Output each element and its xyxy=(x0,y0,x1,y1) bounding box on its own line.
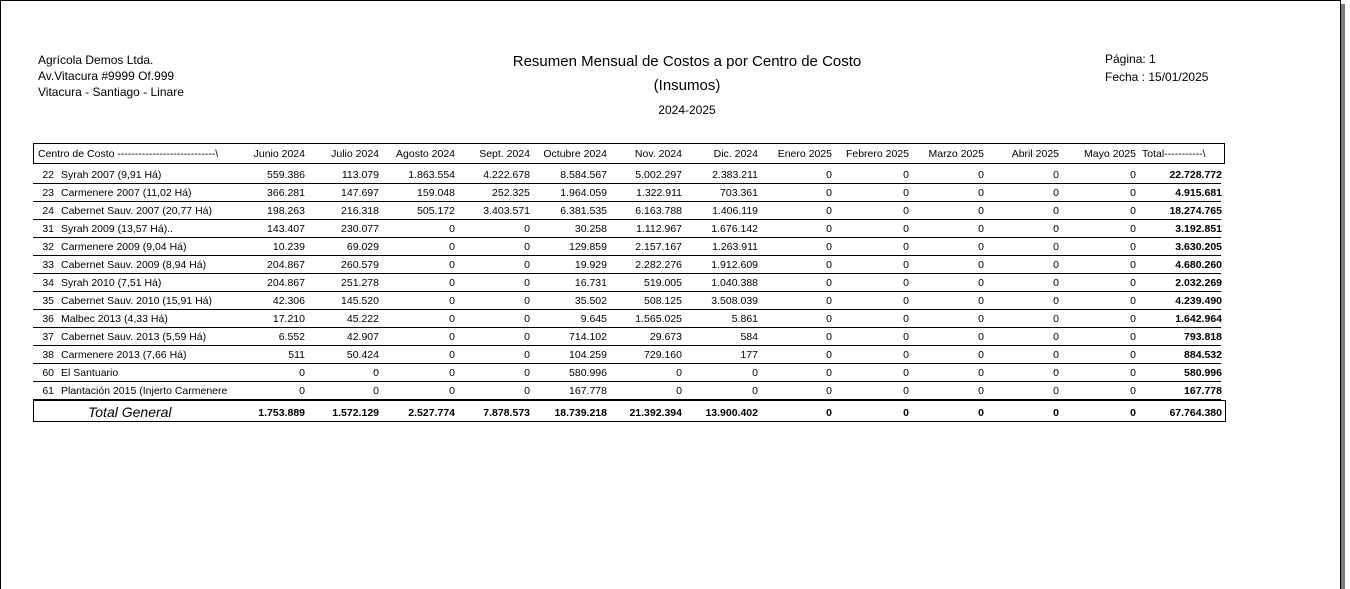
row-value: 129.859 xyxy=(569,241,607,253)
row-value: 0 xyxy=(524,367,530,379)
column-header: Mayo 2025 xyxy=(1084,148,1136,160)
column-header: Sept. 2024 xyxy=(479,148,530,160)
row-code: 37 xyxy=(42,331,54,343)
row-value: 104.259 xyxy=(569,349,607,361)
total-row-box xyxy=(33,400,1226,422)
row-value: 42.907 xyxy=(346,331,379,343)
row-value: 0 xyxy=(1053,277,1059,289)
row-value: 0 xyxy=(1130,367,1136,379)
row-value: 511 xyxy=(288,349,305,361)
report-subtitle: (Insumos) xyxy=(653,77,721,94)
page-info xyxy=(1105,50,1208,86)
row-value: 0 xyxy=(978,295,984,307)
row-cost-center-name: Syrah 2009 (13,57 Há).. xyxy=(61,223,174,235)
column-header: Junio 2024 xyxy=(253,148,305,160)
row-value: 0 xyxy=(978,169,984,181)
row-value: 0 xyxy=(978,331,984,343)
row-value: 113.079 xyxy=(341,169,379,181)
column-total: 1.753.889 xyxy=(258,407,305,419)
row-value: 0 xyxy=(978,259,984,271)
row-value: 147.697 xyxy=(341,187,379,199)
row-divider xyxy=(33,237,1221,238)
row-value: 0 xyxy=(524,331,530,343)
row-value: 0 xyxy=(1053,223,1059,235)
row-code: 23 xyxy=(42,187,54,199)
row-code: 35 xyxy=(42,295,54,307)
row-value: 0 xyxy=(978,205,984,217)
row-divider xyxy=(33,309,1221,310)
row-value: 0 xyxy=(449,313,455,325)
row-value: 0 xyxy=(1053,385,1059,397)
row-value: 0 xyxy=(373,385,379,397)
row-value: 0 xyxy=(524,295,530,307)
row-value: 505.172 xyxy=(417,205,455,217)
print-date: Fecha : 15/01/2025 xyxy=(1105,70,1209,84)
column-header: Nov. 2024 xyxy=(634,148,682,160)
row-value: 0 xyxy=(373,367,379,379)
row-divider xyxy=(33,381,1221,382)
row-value: 0 xyxy=(826,385,832,397)
row-value: 0 xyxy=(826,259,832,271)
column-total: 0 xyxy=(826,407,832,419)
row-value: 0 xyxy=(1053,187,1059,199)
row-value: 0 xyxy=(826,187,832,199)
row-value: 159.048 xyxy=(417,187,455,199)
row-value: 0 xyxy=(826,367,832,379)
row-value: 0 xyxy=(978,367,984,379)
row-divider xyxy=(33,255,1221,256)
row-value: 0 xyxy=(1130,331,1136,343)
row-value: 0 xyxy=(1053,331,1059,343)
row-value: 0 xyxy=(978,385,984,397)
row-value: 4.222.678 xyxy=(483,169,530,181)
row-value: 580.996 xyxy=(569,367,607,379)
row-value: 5.861 xyxy=(731,313,758,325)
row-divider xyxy=(33,291,1221,292)
row-value: 0 xyxy=(752,385,758,397)
row-value: 0 xyxy=(676,367,682,379)
row-code: 33 xyxy=(42,259,54,271)
row-value: 0 xyxy=(524,385,530,397)
row-value: 0 xyxy=(1053,295,1059,307)
row-code: 22 xyxy=(42,169,54,181)
row-code: 34 xyxy=(42,277,54,289)
row-value: 0 xyxy=(524,259,530,271)
row-value: 0 xyxy=(903,223,909,235)
row-value: 0 xyxy=(1130,313,1136,325)
row-value: 1.912.609 xyxy=(711,259,758,271)
report-period: 2024-2025 xyxy=(658,103,716,117)
row-value: 198.263 xyxy=(267,205,305,217)
row-value: 2.157.167 xyxy=(635,241,682,253)
row-value: 252.325 xyxy=(492,187,530,199)
row-value: 0 xyxy=(1130,259,1136,271)
row-total: 4.680.260 xyxy=(1175,259,1222,271)
row-value: 0 xyxy=(903,385,909,397)
row-value: 42.306 xyxy=(272,295,305,307)
row-value: 0 xyxy=(524,313,530,325)
row-code: 60 xyxy=(42,367,54,379)
column-header: Julio 2024 xyxy=(331,148,379,160)
row-code: 31 xyxy=(42,223,54,235)
row-cost-center-name: Syrah 2007 (9,91 Há) xyxy=(61,169,162,181)
row-value: 8.584.567 xyxy=(560,169,607,181)
row-value: 1.406.119 xyxy=(712,205,758,217)
row-value: 0 xyxy=(1053,367,1059,379)
row-value: 0 xyxy=(826,277,832,289)
row-code: 38 xyxy=(42,349,54,361)
row-value: 0 xyxy=(449,295,455,307)
row-value: 0 xyxy=(978,187,984,199)
report-title-block xyxy=(480,52,894,117)
column-header: Abril 2025 xyxy=(1011,148,1059,160)
row-total: 4.915.681 xyxy=(1175,187,1222,199)
row-cost-center-name: Plantación 2015 (Injerto Carmenere xyxy=(61,385,228,397)
row-cost-center-name: Carmenere 2007 (11,02 Há) xyxy=(61,187,192,199)
row-value: 216.318 xyxy=(341,205,379,217)
row-value: 0 xyxy=(1053,205,1059,217)
row-cost-center-name: Malbec 2013 (4,33 Há) xyxy=(61,313,168,325)
row-value: 167.778 xyxy=(569,385,607,397)
row-value: 260.579 xyxy=(341,259,379,271)
row-total: 1.642.964 xyxy=(1175,313,1222,325)
row-value: 1.112.967 xyxy=(636,223,682,235)
row-value: 0 xyxy=(826,331,832,343)
row-cost-center-name: Syrah 2010 (7,51 Há) xyxy=(61,277,162,289)
row-value: 0 xyxy=(299,385,305,397)
row-value: 251.278 xyxy=(341,277,379,289)
row-value: 0 xyxy=(1130,223,1136,235)
row-value: 0 xyxy=(978,313,984,325)
column-header: Enero 2025 xyxy=(777,148,832,160)
total-general-label: Total General xyxy=(88,404,172,420)
row-value: 0 xyxy=(1053,313,1059,325)
row-divider xyxy=(33,219,1221,220)
page-number: Página: 1 xyxy=(1105,52,1156,66)
column-header: Octubre 2024 xyxy=(543,148,607,160)
report-title: Resumen Mensual de Costos a por Centro de Costo xyxy=(512,53,862,70)
row-value: 584 xyxy=(740,331,758,343)
row-value: 0 xyxy=(1130,295,1136,307)
row-value: 0 xyxy=(1053,259,1059,271)
row-value: 1.964.059 xyxy=(560,187,607,199)
row-cost-center-name: Carmenere 2013 (7,66 Há) xyxy=(61,349,187,361)
row-value: 0 xyxy=(826,169,832,181)
row-value: 0 xyxy=(524,277,530,289)
row-total: 3.630.205 xyxy=(1175,241,1222,253)
row-cost-center-name: Cabernet Sauv. 2007 (20,77 Há) xyxy=(61,205,212,217)
row-cost-center-name: Cabernet Sauv. 2009 (8,94 Há) xyxy=(61,259,207,271)
row-value: 16.731 xyxy=(574,277,607,289)
row-value: 2.282.276 xyxy=(635,259,682,271)
page-shadow xyxy=(1341,4,1345,589)
row-value: 0 xyxy=(299,367,305,379)
column-total: 0 xyxy=(903,407,909,419)
row-divider xyxy=(33,327,1221,328)
row-code: 36 xyxy=(42,313,54,325)
row-value: 0 xyxy=(903,277,909,289)
row-value: 45.222 xyxy=(346,313,379,325)
row-value: 0 xyxy=(978,349,984,361)
row-value: 0 xyxy=(1130,349,1136,361)
row-value: 0 xyxy=(1130,277,1136,289)
row-value: 3.508.039 xyxy=(711,295,758,307)
grand-total: 67.764.380 xyxy=(1169,407,1222,419)
column-header: Agosto 2024 xyxy=(396,148,455,160)
column-header-total: Total-----------\ xyxy=(1142,148,1206,160)
row-total: 793.818 xyxy=(1184,331,1222,343)
row-value: 0 xyxy=(903,367,909,379)
row-value: 0 xyxy=(449,385,455,397)
row-value: 177 xyxy=(740,349,758,361)
row-value: 0 xyxy=(1130,169,1136,181)
row-value: 0 xyxy=(752,367,758,379)
row-value: 0 xyxy=(449,241,455,253)
row-value: 0 xyxy=(978,241,984,253)
row-divider xyxy=(33,363,1221,364)
row-value: 0 xyxy=(1130,385,1136,397)
row-value: 0 xyxy=(676,385,682,397)
row-total: 884.532 xyxy=(1184,349,1222,361)
column-header: Marzo 2025 xyxy=(928,148,984,160)
row-value: 0 xyxy=(1130,205,1136,217)
row-value: 1.863.554 xyxy=(408,169,455,181)
row-value: 0 xyxy=(826,205,832,217)
column-total: 18.739.218 xyxy=(554,407,607,419)
row-total: 18.274.765 xyxy=(1169,205,1222,217)
row-value: 559.386 xyxy=(267,169,305,181)
row-value: 6.552 xyxy=(278,331,305,343)
row-value: 0 xyxy=(903,295,909,307)
row-value: 0 xyxy=(903,187,909,199)
row-value: 0 xyxy=(1130,187,1136,199)
row-code: 24 xyxy=(42,205,54,217)
row-value: 50.424 xyxy=(346,349,379,361)
row-value: 0 xyxy=(826,313,832,325)
row-total: 2.032.269 xyxy=(1175,277,1222,289)
row-value: 0 xyxy=(524,223,530,235)
company-block xyxy=(38,52,184,100)
row-cost-center-name: El Santuario xyxy=(61,367,119,379)
row-value: 0 xyxy=(449,331,455,343)
row-value: 729.160 xyxy=(644,349,682,361)
row-value: 204.867 xyxy=(267,277,305,289)
row-value: 9.645 xyxy=(580,313,607,325)
row-value: 1.263.911 xyxy=(712,241,758,253)
row-value: 508.125 xyxy=(644,295,682,307)
row-divider xyxy=(33,201,1221,202)
row-code: 61 xyxy=(42,385,54,397)
row-value: 0 xyxy=(903,169,909,181)
row-total: 167.778 xyxy=(1184,385,1222,397)
column-header: Dic. 2024 xyxy=(713,148,758,160)
row-value: 0 xyxy=(1130,241,1136,253)
row-value: 5.002.297 xyxy=(635,169,682,181)
column-total: 13.900.402 xyxy=(705,407,758,419)
row-value: 145.520 xyxy=(341,295,379,307)
column-header: Febrero 2025 xyxy=(845,148,909,160)
column-total: 7.878.573 xyxy=(483,407,530,419)
row-total: 580.996 xyxy=(1184,367,1222,379)
row-divider xyxy=(33,345,1221,346)
row-value: 10.239 xyxy=(272,241,305,253)
company-name: Agrícola Demos Ltda. xyxy=(38,53,154,67)
row-value: 0 xyxy=(826,349,832,361)
row-value: 0 xyxy=(449,367,455,379)
column-total: 0 xyxy=(1053,407,1059,419)
company-address: Av.Vitacura #9999 Of.999 xyxy=(38,69,175,83)
row-value: 0 xyxy=(903,241,909,253)
column-header-cost-center: Centro de Costo ----------------------------\ xyxy=(38,148,219,160)
row-value: 0 xyxy=(524,349,530,361)
row-value: 0 xyxy=(1053,169,1059,181)
row-value: 0 xyxy=(449,259,455,271)
row-total: 4.239.490 xyxy=(1175,295,1222,307)
row-value: 6.381.535 xyxy=(560,205,607,217)
row-value: 0 xyxy=(826,295,832,307)
row-value: 29.673 xyxy=(649,331,682,343)
row-value: 703.361 xyxy=(720,187,758,199)
row-value: 2.383.211 xyxy=(712,169,758,181)
row-cost-center-name: Cabernet Sauv. 2010 (15,91 Há) xyxy=(61,295,212,307)
row-value: 6.163.788 xyxy=(635,205,682,217)
row-total: 22.728.772 xyxy=(1169,169,1222,181)
row-value: 0 xyxy=(978,277,984,289)
row-value: 69.029 xyxy=(346,241,379,253)
row-divider xyxy=(33,183,1221,184)
row-value: 1.676.142 xyxy=(711,223,758,235)
row-value: 3.403.571 xyxy=(483,205,530,217)
row-value: 714.102 xyxy=(569,331,607,343)
row-total: 3.192.851 xyxy=(1175,223,1222,235)
row-value: 0 xyxy=(903,331,909,343)
column-total: 0 xyxy=(1130,407,1136,419)
column-total: 1.572.129 xyxy=(332,407,379,419)
row-code: 32 xyxy=(42,241,54,253)
column-total: 0 xyxy=(978,407,984,419)
column-total: 2.527.774 xyxy=(408,407,455,419)
row-value: 204.867 xyxy=(267,259,305,271)
row-value: 0 xyxy=(449,223,455,235)
row-value: 0 xyxy=(826,223,832,235)
row-value: 0 xyxy=(524,241,530,253)
row-divider xyxy=(33,273,1221,274)
row-value: 30.258 xyxy=(574,223,607,235)
row-value: 1.565.025 xyxy=(635,313,682,325)
row-value: 0 xyxy=(903,205,909,217)
row-value: 519.005 xyxy=(644,277,682,289)
row-value: 0 xyxy=(1053,349,1059,361)
company-city: Vitacura - Santiago - Linare xyxy=(38,85,184,99)
row-value: 0 xyxy=(1053,241,1059,253)
row-value: 0 xyxy=(903,259,909,271)
row-value: 1.040.388 xyxy=(711,277,758,289)
row-value: 35.502 xyxy=(574,295,607,307)
row-value: 1.322.911 xyxy=(636,187,682,199)
row-value: 19.929 xyxy=(574,259,607,271)
row-cost-center-name: Cabernet Sauv. 2013 (5,59 Há) xyxy=(61,331,207,343)
row-value: 0 xyxy=(903,313,909,325)
row-value: 0 xyxy=(903,349,909,361)
row-value: 17.210 xyxy=(272,313,305,325)
column-total: 21.392.394 xyxy=(629,407,682,419)
row-value: 230.077 xyxy=(341,223,379,235)
row-value: 0 xyxy=(449,277,455,289)
row-value: 0 xyxy=(826,241,832,253)
row-cost-center-name: Carmenere 2009 (9,04 Há) xyxy=(61,241,187,253)
row-value: 0 xyxy=(978,223,984,235)
row-value: 0 xyxy=(449,349,455,361)
row-value: 143.407 xyxy=(267,223,305,235)
row-value: 366.281 xyxy=(267,187,305,199)
